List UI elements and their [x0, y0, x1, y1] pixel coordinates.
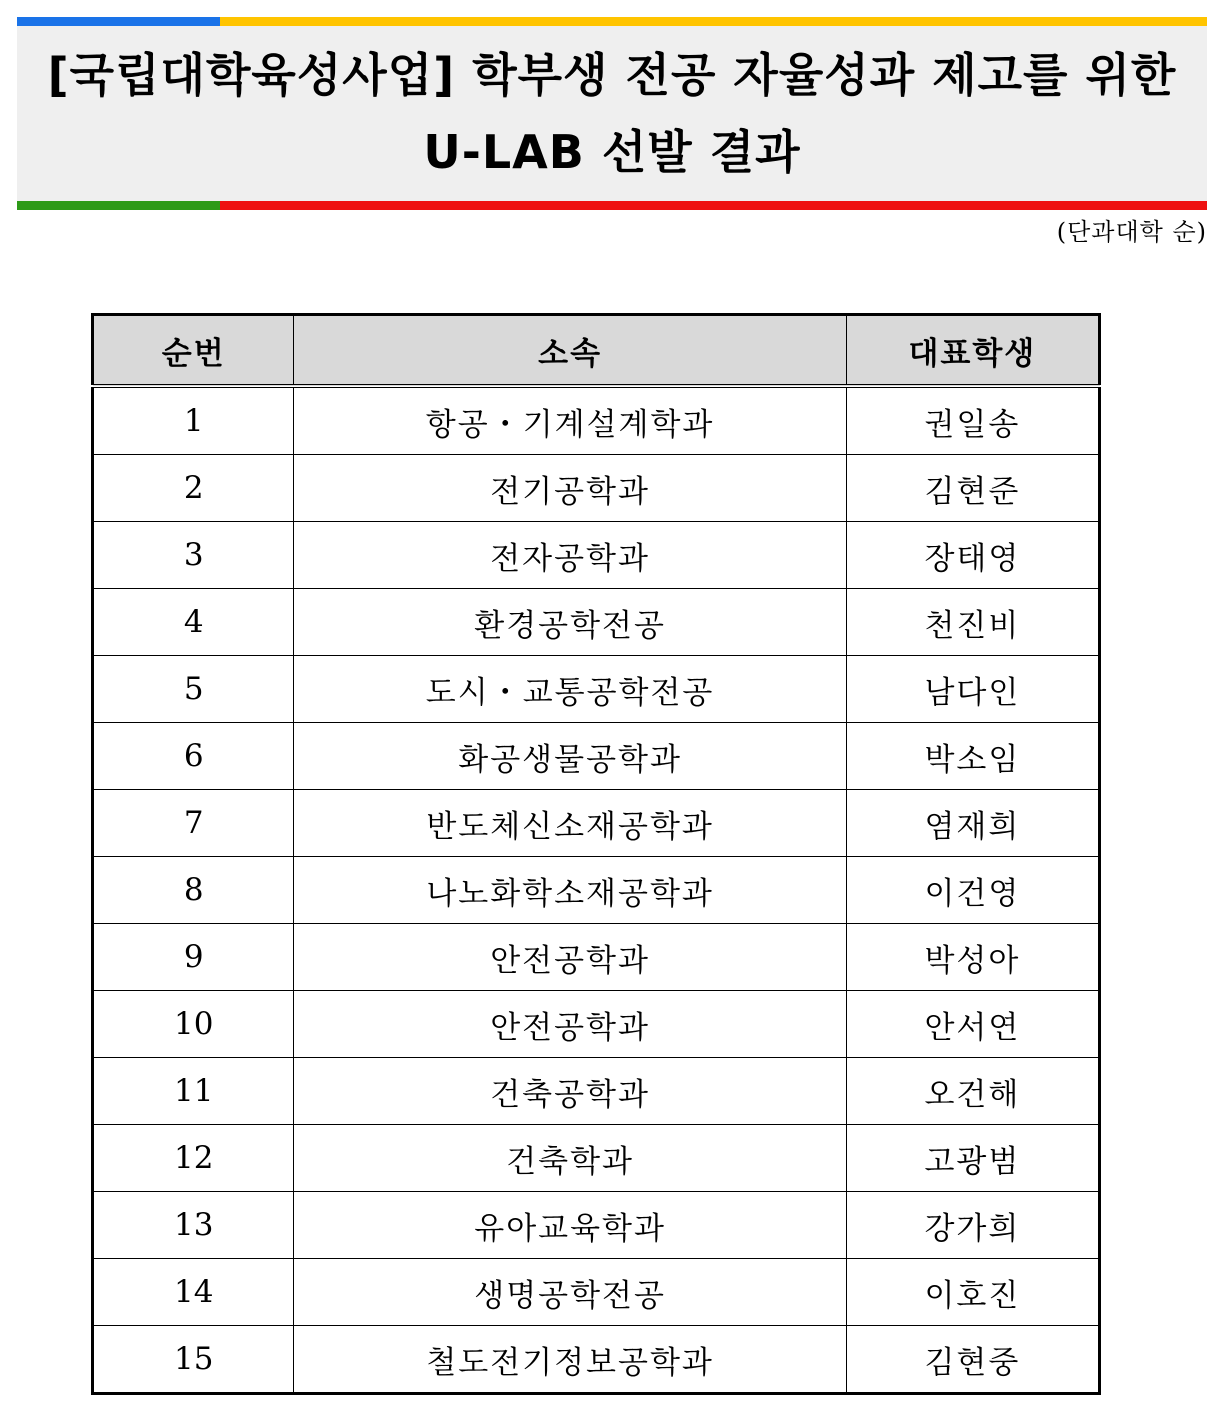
table-row [93, 455, 1100, 522]
row-number: 12 [93, 1125, 294, 1192]
table-body [93, 386, 1100, 1394]
table-row [93, 1192, 1100, 1259]
header-number: 순번 [93, 315, 294, 387]
row-department: 나노화학소재공학과 [294, 857, 846, 924]
row-department: 유아교육학과 [294, 1192, 846, 1259]
bottom-bar-red-segment [220, 201, 1207, 210]
top-bar-blue-segment [17, 17, 220, 26]
row-student-name: 고광범 [846, 1125, 1099, 1192]
row-department: 생명공학전공 [294, 1259, 846, 1326]
row-number: 10 [93, 991, 294, 1058]
top-bar-yellow-segment [220, 17, 1207, 26]
row-number: 11 [93, 1058, 294, 1125]
row-student-name: 박소임 [846, 723, 1099, 790]
row-number: 9 [93, 924, 294, 991]
table-row [93, 589, 1100, 656]
row-number: 5 [93, 656, 294, 723]
table-row [93, 386, 1100, 455]
row-student-name: 이호진 [846, 1259, 1099, 1326]
row-number: 8 [93, 857, 294, 924]
row-department: 전기공학과 [294, 455, 846, 522]
table-row [93, 924, 1100, 991]
title-bottom-bar [17, 201, 1207, 210]
page-title-line-2: U-LAB 선발 결과 [423, 125, 801, 179]
table-row [93, 1326, 1100, 1394]
results-table [91, 313, 1101, 1395]
header-department: 소속 [294, 315, 846, 387]
row-student-name: 김현준 [846, 455, 1099, 522]
table-row [93, 790, 1100, 857]
row-student-name: 안서연 [846, 991, 1099, 1058]
row-number: 3 [93, 522, 294, 589]
row-student-name: 권일송 [846, 386, 1099, 455]
table-row [93, 1259, 1100, 1326]
row-department: 건축공학과 [294, 1058, 846, 1125]
row-department: 도시・교통공학전공 [294, 656, 846, 723]
table-row [93, 656, 1100, 723]
table-header-row [93, 315, 1100, 387]
row-number: 2 [93, 455, 294, 522]
row-department: 안전공학과 [294, 991, 846, 1058]
title-top-bar [17, 17, 1207, 26]
row-student-name: 강가희 [846, 1192, 1099, 1259]
row-number: 6 [93, 723, 294, 790]
row-student-name: 이건영 [846, 857, 1099, 924]
row-number: 14 [93, 1259, 294, 1326]
row-department: 반도체신소재공학과 [294, 790, 846, 857]
table-row [93, 1058, 1100, 1125]
row-student-name: 박성아 [846, 924, 1099, 991]
row-department: 환경공학전공 [294, 589, 846, 656]
page-title-line-1: [국립대학육성사업] 학부생 전공 자율성과 제고를 위한 [47, 48, 1177, 102]
row-number: 15 [93, 1326, 294, 1394]
header-representative-student: 대표학생 [846, 315, 1099, 387]
row-number: 7 [93, 790, 294, 857]
row-department: 안전공학과 [294, 924, 846, 991]
row-student-name: 천진비 [846, 589, 1099, 656]
row-department: 전자공학과 [294, 522, 846, 589]
row-student-name: 염재희 [846, 790, 1099, 857]
row-number: 4 [93, 589, 294, 656]
bottom-bar-green-segment [17, 201, 220, 210]
row-department: 철도전기정보공학과 [294, 1326, 846, 1394]
table-row [93, 522, 1100, 589]
row-number: 13 [93, 1192, 294, 1259]
row-student-name: 남다인 [846, 656, 1099, 723]
row-number: 1 [93, 386, 294, 455]
table-row [93, 1125, 1100, 1192]
row-department: 화공생물공학과 [294, 723, 846, 790]
row-department: 항공・기계설계학과 [294, 386, 846, 455]
table-row [93, 857, 1100, 924]
sort-order-note: (단과대학 순) [1056, 218, 1207, 246]
title-box [17, 17, 1207, 210]
row-student-name: 오건해 [846, 1058, 1099, 1125]
row-student-name: 장태영 [846, 522, 1099, 589]
row-student-name: 김현중 [846, 1326, 1099, 1394]
row-department: 건축학과 [294, 1125, 846, 1192]
table-row [93, 991, 1100, 1058]
table-row [93, 723, 1100, 790]
